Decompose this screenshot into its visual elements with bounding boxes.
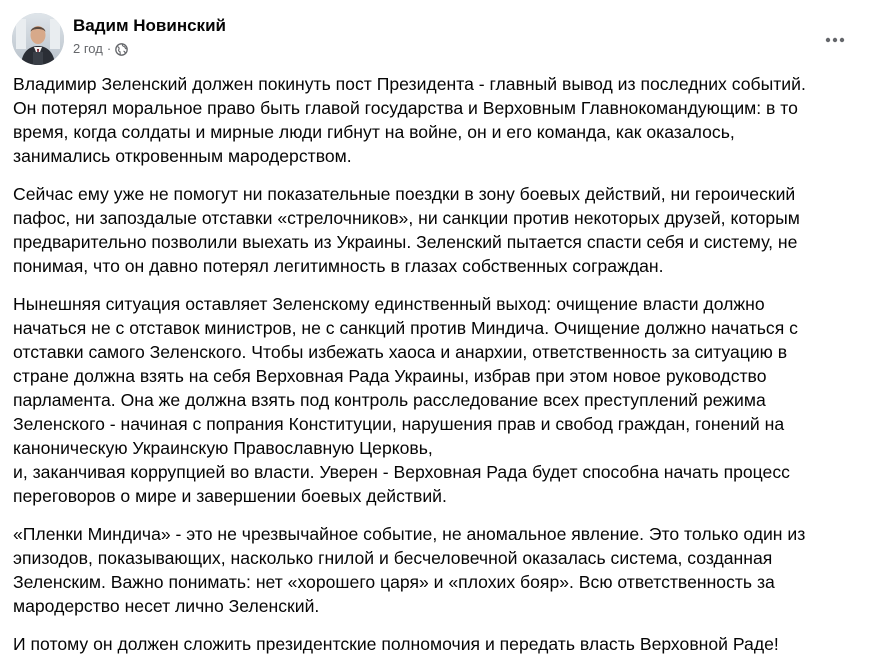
post-text-line: Нынешняя ситуация оставляет Зеленскому единственный выход: очищение власти должно [13,294,765,314]
post-text-line: И потому он должен сложить президентские полномочия и передать власть Верховной Раде! [13,634,779,654]
post-text-line: мародерство несет лично Зеленский. [13,596,320,616]
more-options-button[interactable] [817,22,853,58]
post-header [12,12,853,68]
post-text-line: Он потерял моральное право быть главой государства и Верховным Главнокомандующим: в то [13,98,798,118]
avatar-photo-icon [12,13,64,65]
post-text-line: Зеленским. Важно понимать: нет «хорошего царя» и «плохих бояр». Всю ответственность за [13,572,775,592]
post-text-line: предварительно позволили выехать из Украины. Зеленский пытается спасти себя и систему, не [13,232,798,252]
post-meta [73,16,226,57]
globe-icon[interactable] [115,43,128,56]
post-text [13,72,843,670]
post-paragraph [13,292,843,508]
more-horizontal-icon [823,28,847,52]
post-paragraph [13,182,843,278]
post-paragraph [13,522,843,618]
separator-dot: · [106,41,112,56]
post-text-line: эпизодов, показывающих, насколько гнилой и бесчеловечной оказалась система, созданная [13,548,773,568]
post-text-line: Сейчас ему уже не помогут ни показательные поездки в зону боевых действий, ни героический [13,184,796,204]
post-text-line: понимая, что он давно потерял легитимность в глазах собственных сограждан. [13,256,664,276]
author-avatar[interactable] [12,13,64,65]
author-name[interactable]: Вадим Новинский [73,16,226,35]
post-text-line: переговоров о мире и завершении боевых действий. [13,486,447,506]
post-text-line: и, заканчивая коррупцией во власти. Уверен - Верховная Рада будет способна начать процесс [13,462,790,482]
post-text-line: время, когда солдаты и мирные люди гибнут на войне, он и его команда, как оказалось, [13,122,735,142]
post-text-line: Владимир Зеленский должен покинуть пост Президента - главный вывод из последних событий. [13,74,806,94]
post-text-line: начаться не с отставок министров, не с санкций против Миндича. Очищение должно начаться с [13,318,798,338]
post-subline [73,41,226,57]
post-timestamp[interactable]: 2 год [73,41,103,56]
post-text-line: Зеленского - начиная с попрания Конституции, нарушения прав и свобод граждан, гонений на [13,414,785,434]
post-paragraph [13,72,843,168]
post-text-line: пафос, ни запоздалые отставки «стрелочников», ни санкции против некоторых друзей, которым [13,208,800,228]
post-text-line: отставки самого Зеленского. Чтобы избежать хаоса и анархии, ответственность за ситуацию в [13,342,788,362]
post-text-line: занимались откровенным мародерством. [13,146,352,166]
post-text-line: парламента. Она же должна взять под контроль расследование всех преступлений режима [13,390,766,410]
post-text-line: «Пленки Миндича» - это не чрезвычайное событие, не аномальное явление. Это только один из [13,524,806,544]
post-paragraph [13,632,843,656]
post-text-line: стране должна взять на себя Верховная Рада Украины, избрав при этом новое руководство [13,366,767,386]
post-text-line: каноническую Украинскую Православную Церковь, [13,438,433,458]
